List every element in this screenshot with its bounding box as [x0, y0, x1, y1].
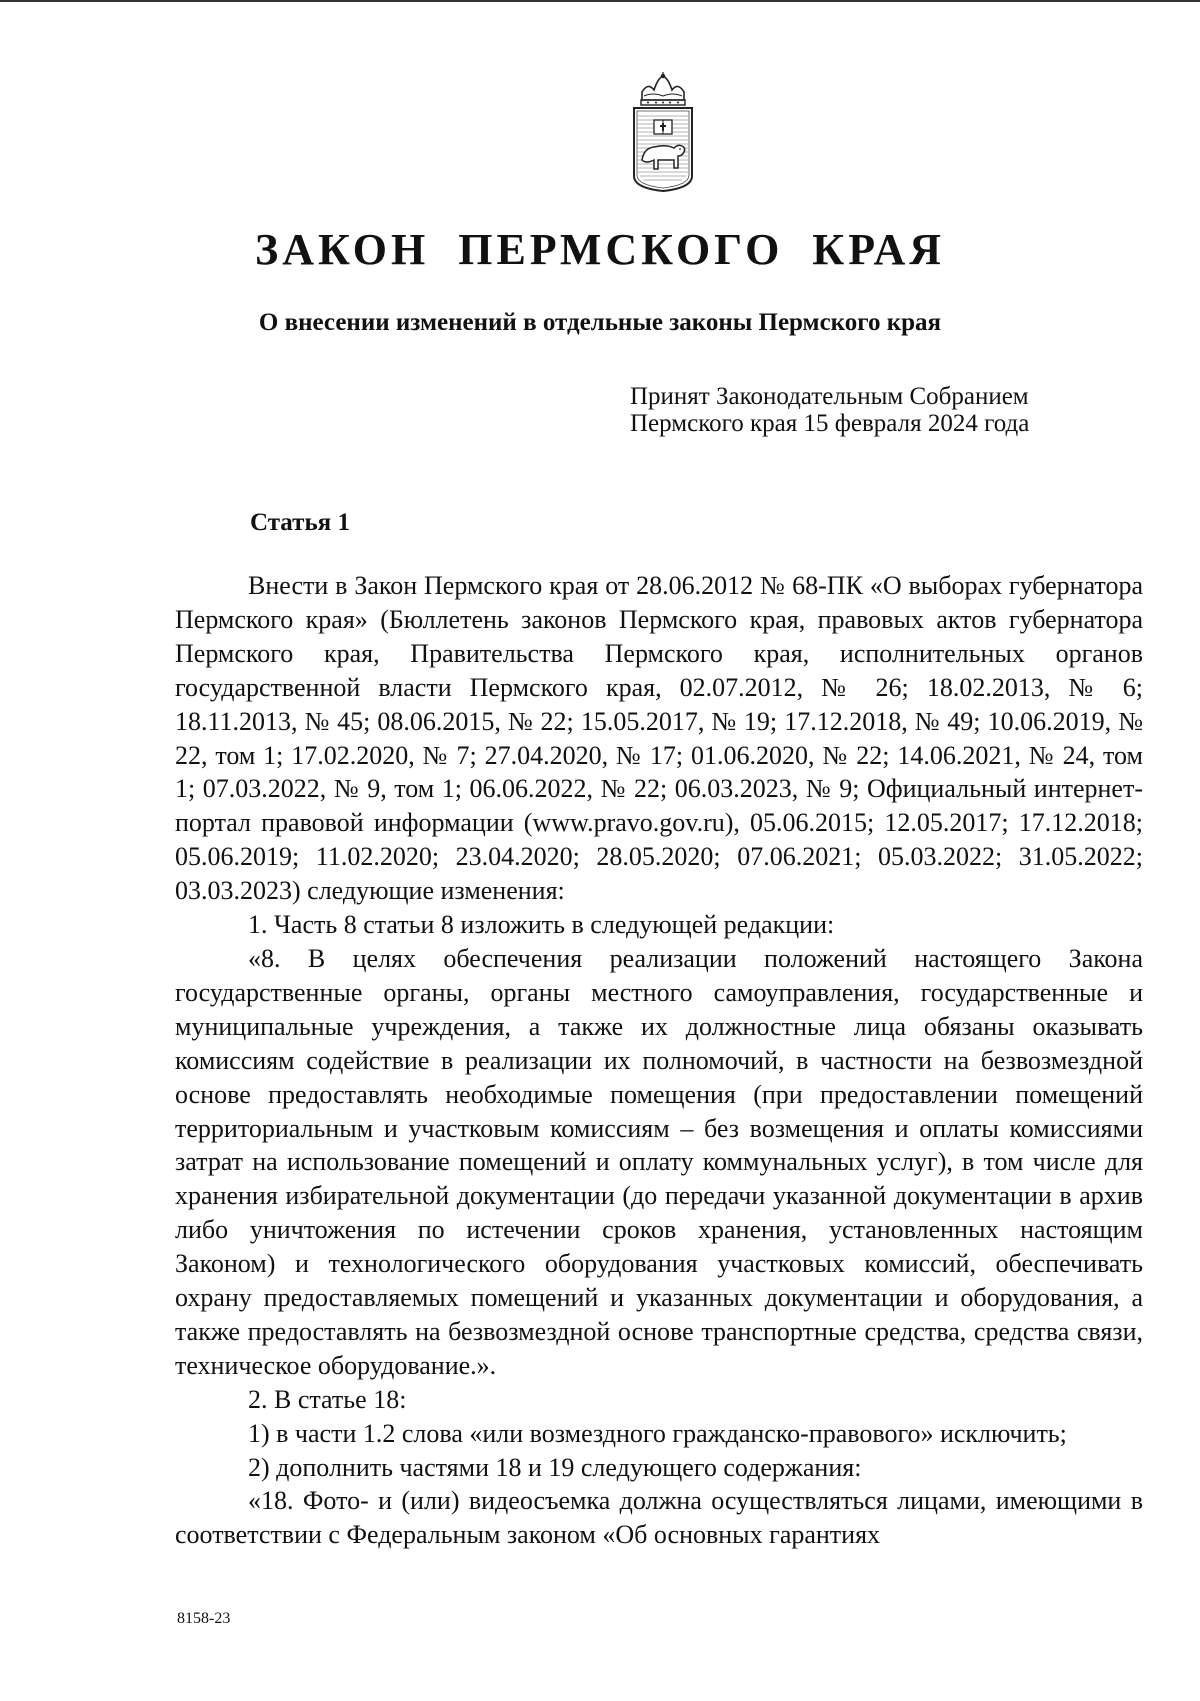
paragraph: 1. Часть 8 статьи 8 изложить в следующей редакции:	[248, 910, 835, 940]
law-title: ЗАКОН ПЕРМСКОГО КРАЯ	[254, 225, 946, 274]
paragraph: «18. Фото- и (или) видеосъемка должна осуществляться лицами, имеющими в соответствии с Федеральным законом «Об основных гарантиях	[175, 1486, 1143, 1550]
paragraph: 1) в части 1.2 слова «или возмездного гражданско-правового» исключить;	[248, 1418, 1067, 1448]
paragraph: Внести в Закон Пермского края от 28.06.2012 № 68-ПК «О выборах губернатора Пермского края» (Бюллетень законов Пермского края, правовых актов губернатора Пермского края, Правительства Пермского края, исполнительных органов государственной власти Пермского края, 02.07.2012, № 26; 18.02.2013, № 6; 18.11.2013, № 45; 08.06.2015, № 22; 15.05.2017, № 19; 17.12.2018, № 49; 10.06.2019, № 22, том 1; 17.02.2020, № 7; 27.04.2020, № 17; 01.06.2020, № 22; 14.06.2021, № 24, том 1; 07.03.2022, № 9, том 1; 06.06.2022, № 22; 06.03.2023, № 9; Официальный интернет-портал правовой информации (www.pravo.gov.ru), 05.06.2015; 12.05.2017; 17.12.2018; 05.06.2019; 11.02.2020; 23.04.2020; 28.05.2020; 07.06.2021; 05.03.2022; 31.05.2022; 03.03.2023) следующие изменения:	[175, 571, 1143, 906]
article-body	[175, 569, 1143, 1552]
adoption-note	[630, 383, 1029, 437]
law-subtitle: О внесении изменений в отдельные законы Пермского края	[258, 309, 942, 336]
paragraph: 2) дополнить частями 18 и 19 следующего содержания:	[248, 1452, 862, 1482]
article-heading: Статья 1	[250, 509, 350, 536]
scan-top-border	[0, 0, 1200, 2]
coat-of-arms-icon	[628, 72, 698, 192]
document-code: 8158-23	[177, 1610, 231, 1627]
adoption-note-line-1: Принят Законодательным Собранием	[630, 383, 1029, 410]
adoption-note-line-2: Пермского края 15 февраля 2024 года	[630, 410, 1030, 437]
paragraph: «8. В целях обеспечения реализации положений настоящего Закона государственные органы, органы местного самоуправления, государственные и муниципальные учреждения, а также их должностные лица обязаны оказывать комиссиям содействие в реализации их полномочий, в частности на безвозмездной основе предоставлять необходимые помещения (при предоставлении помещений территориальным и участковым комиссиям – без возмещения и оплаты комиссиями затрат на использование помещений и оплату коммунальных услуг), в том числе для хранения избирательной документации (до передачи указанной документации в архив либо уничтожения по истечении сроков хранения, установленных настоящим Законом) и технологического оборудования участковых комиссий, обеспечивать охрану предоставляемых помещений и указанных документации и оборудования, а также предоставлять на безвозмездной основе транспортные средства, средства связи, техническое оборудование.».	[175, 943, 1143, 1380]
paragraph: 2. В статье 18:	[248, 1384, 407, 1414]
